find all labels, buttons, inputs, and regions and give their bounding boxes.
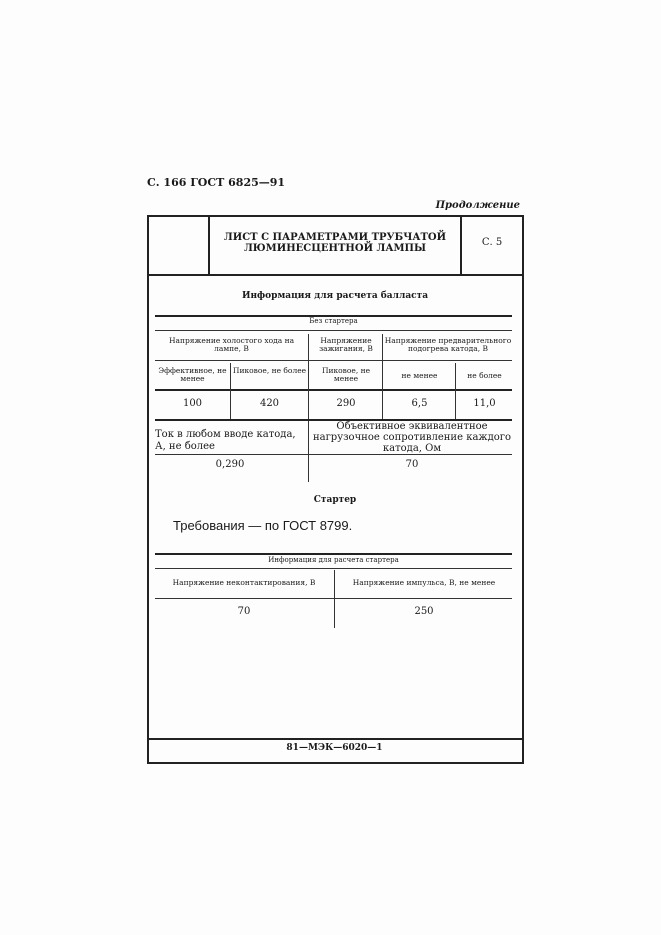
ballast-heading: Информация для расчета балласта bbox=[241, 291, 429, 301]
sub-min: не менее bbox=[401, 371, 438, 380]
col-open-circuit: Напряжение холостого хода на лампе, В bbox=[168, 336, 295, 353]
divider bbox=[334, 570, 335, 628]
value-peak-min: 290 bbox=[336, 398, 356, 409]
page-reference: С. 166 ГОСТ 6825—91 bbox=[147, 176, 286, 189]
cathode-current-label: Ток в любом вводе катода, А, не более bbox=[155, 429, 296, 452]
divider bbox=[382, 334, 383, 419]
value-preheat-max: 11,0 bbox=[473, 398, 496, 409]
cathode-resistance-label: Объективное эквивалентное нагрузочное сопротивление каждого катода, Ом bbox=[312, 421, 512, 454]
divider bbox=[155, 360, 512, 361]
no-starter-label: Без стартера bbox=[309, 317, 358, 325]
divider bbox=[147, 274, 522, 276]
sheet-title bbox=[210, 233, 460, 254]
sub-peak-min: Пиковое, не менее bbox=[321, 366, 371, 383]
footer-code: 81—МЭК—6020—1 bbox=[286, 743, 383, 753]
divider bbox=[155, 553, 512, 555]
col-nonconduct: Напряжение неконтактирования, В bbox=[172, 578, 316, 587]
cathode-current-value: 0,290 bbox=[215, 459, 245, 470]
sub-effective: Эффективное, не менее bbox=[158, 366, 227, 383]
col-pulse: Напряжение импульса, В, не менее bbox=[352, 578, 496, 587]
divider bbox=[308, 334, 309, 482]
divider bbox=[155, 389, 512, 391]
continuation-label: Продолжение bbox=[435, 200, 520, 211]
divider bbox=[455, 363, 456, 419]
divider bbox=[155, 568, 512, 569]
divider bbox=[155, 330, 512, 331]
pulse-value: 250 bbox=[414, 606, 434, 617]
sub-max: не более bbox=[467, 371, 502, 380]
col-preheat: Напряжение предварительного подогрева катода, В bbox=[384, 336, 512, 353]
value-preheat-min: 6,5 bbox=[411, 398, 428, 409]
starter-heading: Стартер bbox=[313, 495, 357, 505]
col-ignition: Напряжение зажигания, В bbox=[319, 336, 373, 353]
cathode-resistance-value: 70 bbox=[405, 459, 419, 470]
divider bbox=[155, 454, 512, 455]
nonconduct-value: 70 bbox=[237, 606, 251, 617]
value-effective: 100 bbox=[182, 398, 203, 409]
sheet-title-line2: ЛЮМИНЕСЦЕНТНОЙ ЛАМПЫ bbox=[243, 242, 427, 254]
divider bbox=[147, 738, 522, 740]
sheet-title-line1: ЛИСТ С ПАРАМЕТРАМИ ТРУБЧАТОЙ bbox=[223, 232, 447, 243]
divider bbox=[230, 363, 231, 419]
requirements-text: Требования — по ГОСТ 8799. bbox=[173, 518, 353, 533]
sub-peak-max: Пиковое, не более bbox=[232, 366, 307, 375]
sheet-number: С. 5 bbox=[481, 237, 503, 248]
value-peak-max: 420 bbox=[259, 398, 280, 409]
starter-info-heading: Информация для расчета стартера bbox=[268, 556, 399, 564]
